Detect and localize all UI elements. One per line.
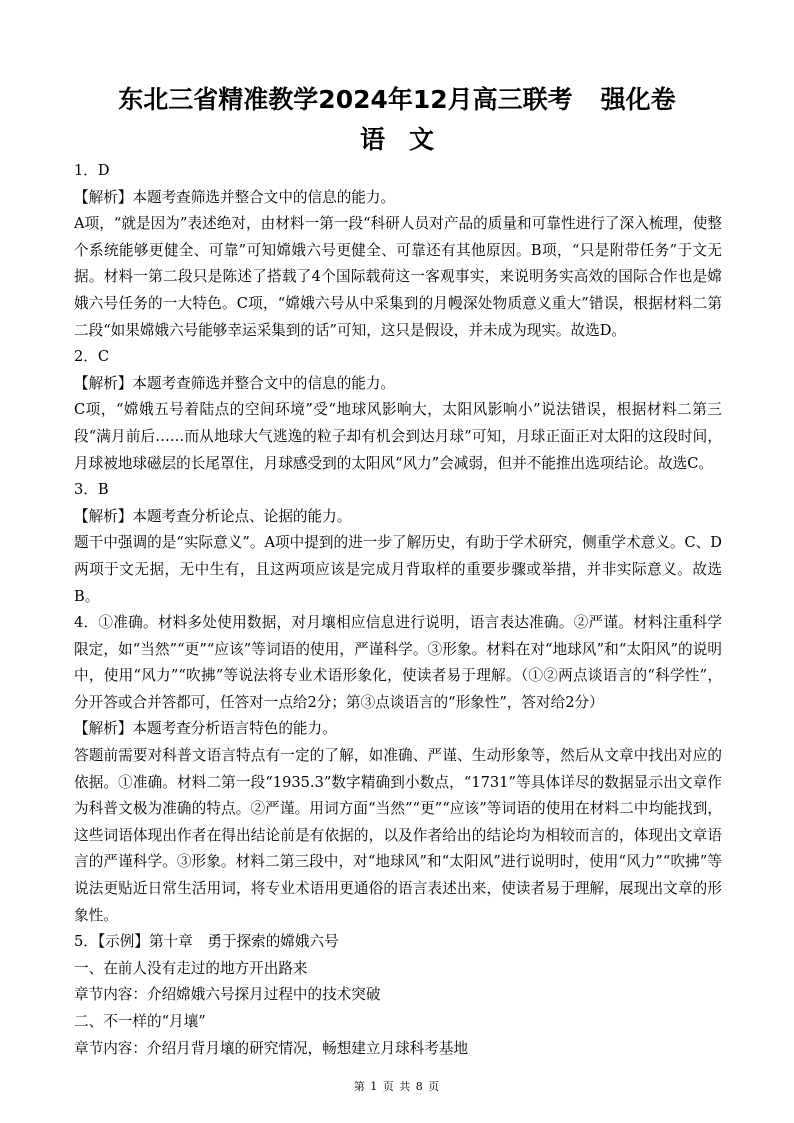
subject-heading: 语文 <box>359 125 458 154</box>
analysis-1-intro: 【解析】本题考查筛选并整合文中的信息的能力。 <box>74 188 396 206</box>
answer-2: 2．C <box>74 348 110 366</box>
analysis-4-detail: 答题前需要对科普文语言特点有一定的了解，如准确、严谨、生动形象等，然后从文章中找出对应的依据。①准确。材料二第一段“1935.3”数字精确到小数点，“1731”等具体详尽的数据显示出文章作为科普文极为准确的特点。②严谨。用词方面“当然”“更”“应该”等词语的使用在材料二中均能找到，这些词语体现出作者在得出结论前是有依据的，以及作者给出的结论均为相较而言的，体现出文章语言的严谨科学。③形象。材料二第三段中，对“地球风”和“太阳风”进行说明时，使用“风力”“吹拂”等说法更贴近日常生活用词，将专业术语用更通俗的语言表述出来，使读者易于理解，展现出文章的形象性。 <box>74 747 722 924</box>
answer-3: 3．B <box>74 481 109 499</box>
page-footer: 第 1 页 共 8 页 <box>353 1080 441 1093</box>
answer-4: 4．①准确。材料多处使用数据，对月壤相应信息进行说明，语言表达准确。②严谨。材料注重科学限定，如“当然”“更”“应该”等词语的使用，严谨科学。③形象。材料在对“地球风”和“太阳风”的说明中，使用“风力”“吹拂”等说法将专业术语形象化，使读者易于理解。（①②两点谈语言的“科学性”，分开答或合并答都可，任答对一点给2分；第③点谈语言的“形象性”，答对给2分） <box>74 614 722 711</box>
answer-5-section-1-content: 章节内容：介绍嫦娥六号探月过程中的技术突破 <box>74 986 381 1004</box>
title-suffix: 强化卷 <box>600 85 676 114</box>
answer-1: 1．D <box>74 162 110 179</box>
analysis-1-detail: A项，“就是因为”表述绝对，由材料一第一段“科研人员对产品的质量和可靠性进行了深入梳理，使整个系统能够更健全、可靠”可知嫦娥六号更健全、可靠还有其他原因。B项，“只是附带任务”于文无据。材料一第二段只是陈述了搭载了4个国际载荷这一客观事实，来说明务实高效的国际合作也是嫦娥六号任务的一大特色。C项，“嫦娥六号从中采集到的月幔深处物质意义重大”错误，根据材料二第二段“如果嫦娥六号能够幸运采集到的话”可知，这只是假设，并未成为现实。故选D。 <box>74 215 722 339</box>
analysis-2-detail: C项，“嫦娥五号着陆点的空间环境”受“地球风影响大，太阳风影响小”说法错误，根据材料二第三段“满月前后……而从地球大气逃逸的粒子却有机会到达月球”可知，月球正面正对太阳的这段时间，月球被地球磁层的长尾罩住，月球感受到的太阳风“风力”会减弱，但并不能推出选项结论。故选C。 <box>74 401 722 472</box>
title-main: 东北三省精准教学2024年12月高三联考 <box>118 85 573 114</box>
analysis-3-detail: 题干中强调的是“实际意义”。A项中提到的进一步了解历史，有助于学术研究，侧重学术意义。C、D两项于文无据，无中生有，且这两项应该是完成月背取样的重要步骤或举措，并非实际意义。故选B。 <box>74 534 722 605</box>
answer-5-section-2-content: 章节内容：介绍月背月壤的研究情况，畅想建立月球科考基地 <box>74 1039 469 1057</box>
page-title <box>0 80 794 116</box>
answer-5-section-2: 二、不一样的“月壤” <box>74 1013 206 1030</box>
analysis-2-intro: 【解析】本题考查筛选并整合文中的信息的能力。 <box>74 374 396 392</box>
answer-body <box>74 158 722 1062</box>
answer-5-section-1: 一、在前人没有走过的地方开出路来 <box>74 959 308 977</box>
analysis-3-intro: 【解析】本题考查分析论点、论据的能力。 <box>74 507 352 525</box>
answer-5: 5．【示例】第十章 勇于探索的嫦娥六号 <box>74 933 339 951</box>
analysis-4-intro: 【解析】本题考查分析语言特色的能力。 <box>74 720 337 738</box>
